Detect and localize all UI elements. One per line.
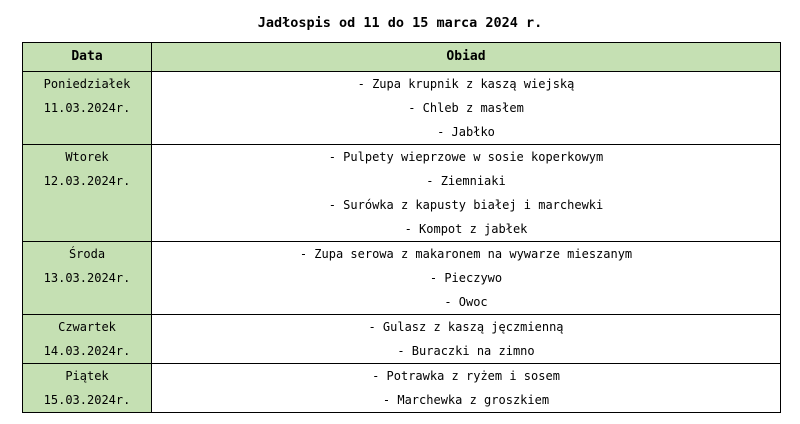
page-title: Jadłospis od 11 do 15 marca 2024 r. [257, 15, 543, 31]
table-row [23, 315, 781, 364]
table-body [23, 72, 781, 413]
day-cell [23, 364, 152, 413]
day-date: 13.03.2024r. [43, 271, 131, 285]
table-header [23, 43, 781, 72]
day-name: Środa [68, 247, 106, 261]
dish-item: - Pieczywo [429, 271, 503, 285]
day-cell [23, 72, 152, 145]
dish-item: - Buraczki na zimno [397, 344, 535, 358]
dishes-cell [152, 145, 781, 242]
dishes-cell [152, 315, 781, 364]
dish-item: - Surówka z kapusty białej i marchewki [328, 198, 604, 212]
dish-item: - Pulpety wieprzowe w sosie koperkowym [328, 150, 604, 164]
dish-item: - Potrawka z ryżem i sosem [372, 369, 560, 383]
dish-item: - Jabłko [437, 125, 495, 139]
header-row [23, 43, 781, 72]
dish-item: - Chleb z masłem [408, 101, 524, 115]
menu-table [22, 42, 781, 413]
day-cell [23, 145, 152, 242]
day-cell [23, 315, 152, 364]
dish-item: - Owoc [444, 295, 488, 309]
dish-item: - Kompot z jabłek [404, 222, 528, 236]
dishes-cell [152, 364, 781, 413]
column-header-date: Data [23, 43, 152, 72]
dish-item: - Ziemniaki [426, 174, 506, 188]
dish-item: - Zupa serowa z makaronem na wywarze mieszanym [299, 247, 633, 261]
dish-item: - Zupa krupnik z kaszą wiejską [357, 77, 575, 91]
dish-item: - Gulasz z kaszą jęczmienną [368, 320, 564, 334]
table-row [23, 364, 781, 413]
day-name: Poniedziałek [43, 77, 131, 91]
dish-item: - Marchewka z groszkiem [382, 393, 550, 407]
day-name: Piątek [65, 369, 109, 383]
table-row [23, 72, 781, 145]
day-name: Wtorek [65, 150, 109, 164]
dishes-cell [152, 72, 781, 145]
dishes-cell [152, 242, 781, 315]
day-date: 15.03.2024r. [43, 393, 131, 407]
day-cell [23, 242, 152, 315]
column-header-lunch: Obiad [152, 43, 781, 72]
day-date: 12.03.2024r. [43, 174, 131, 188]
day-date: 11.03.2024r. [43, 101, 131, 115]
table-row [23, 145, 781, 242]
day-date: 14.03.2024r. [43, 344, 131, 358]
day-name: Czwartek [58, 320, 116, 334]
table-row [23, 242, 781, 315]
